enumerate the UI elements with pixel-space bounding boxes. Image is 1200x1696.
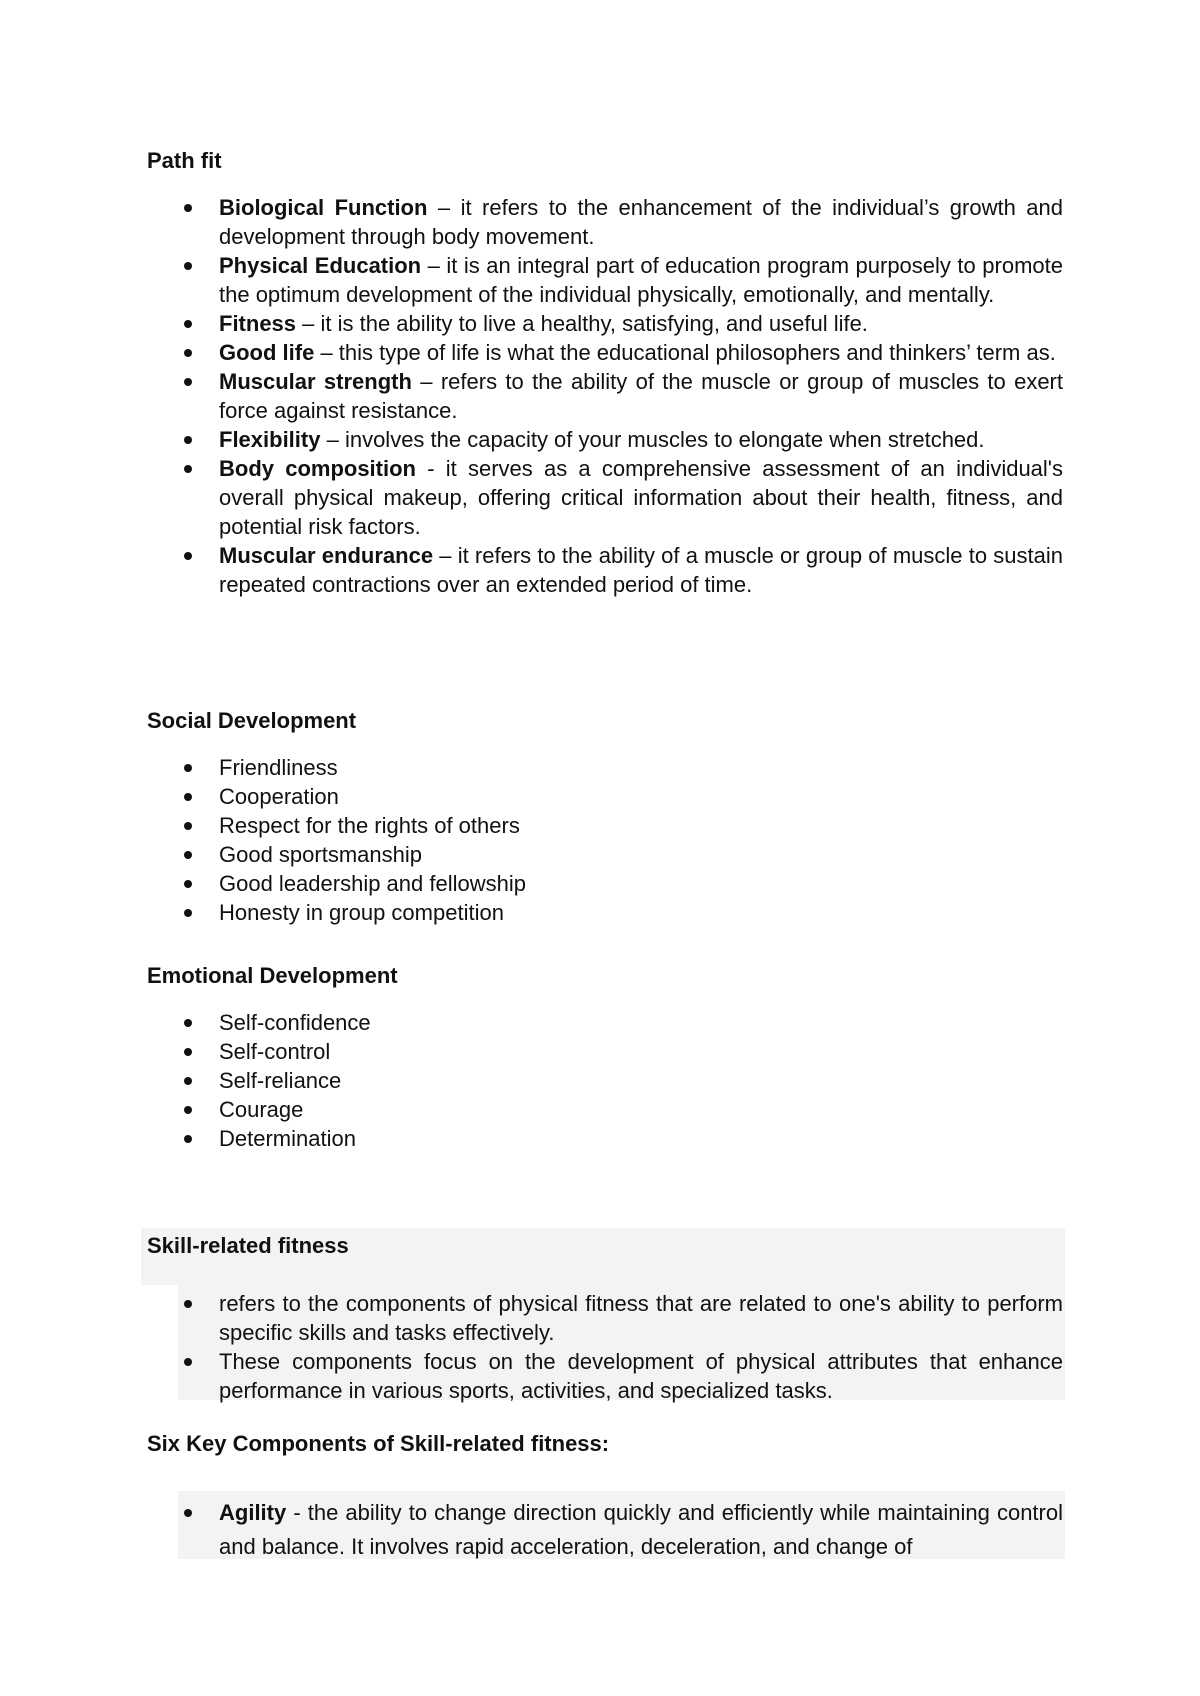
bullet-icon <box>184 1106 192 1114</box>
term: Flexibility <box>219 427 321 452</box>
term: Good life <box>219 340 315 365</box>
definition: - it serves as a comprehensive assessment of an individual's overall physical makeup, offering critical information about their health, fitness, and potential risk factors. <box>219 456 1064 539</box>
bullet-icon <box>184 1358 192 1366</box>
list-item: Self-confidence <box>0 1008 1063 1037</box>
list-item: refers to the components of physical fitness that are related to one's ability to perform specific skills and tasks effectively. <box>0 1289 1063 1347</box>
bullet-icon <box>184 909 192 917</box>
term: Body composition <box>219 456 416 481</box>
list-item: Respect for the rights of others <box>0 811 1063 840</box>
bullet-icon <box>184 320 192 328</box>
list-item: Determination <box>0 1124 1063 1153</box>
list-item <box>0 309 1063 338</box>
bullet-icon <box>184 764 192 772</box>
list-item: Friendliness <box>0 753 1063 782</box>
heading-six-key-components: Six Key Components of Skill-related fitness: <box>147 1431 610 1456</box>
term: Agility <box>219 1500 287 1525</box>
heading-social-development: Social Development <box>147 708 357 733</box>
term: Physical Education <box>219 253 422 278</box>
list-item: Courage <box>0 1095 1063 1124</box>
bullet-icon <box>184 880 192 888</box>
list-item: Self-reliance <box>0 1066 1063 1095</box>
definition: - the ability to change direction quickly and efficiently while maintaining control and balance. It involves rapid acceleration, deceleration, and change of <box>219 1500 1063 1559</box>
definition: – it is the ability to live a healthy, satisfying, and useful life. <box>296 311 868 336</box>
definition: – this type of life is what the educational philosophers and thinkers’ term as. <box>314 340 1056 365</box>
list-item <box>0 425 1063 454</box>
list-item <box>0 1496 1063 1564</box>
term: Muscular endurance <box>219 543 434 568</box>
bullet-icon <box>184 1048 192 1056</box>
bullet-icon <box>184 378 192 386</box>
bullet-icon <box>184 262 192 270</box>
six-key-list <box>0 1496 1063 1564</box>
bullet-icon <box>184 851 192 859</box>
bullet-icon <box>184 1300 192 1308</box>
list-item <box>0 338 1063 367</box>
bullet-icon <box>184 436 192 444</box>
heading-skill-related-fitness: Skill-related fitness <box>147 1233 349 1258</box>
emotional-list <box>0 1008 1063 1153</box>
bullet-icon <box>184 552 192 560</box>
term: Fitness <box>219 311 297 336</box>
definition: – refers to the ability of the muscle or group of muscles to exert force against resistance. <box>219 369 1063 423</box>
list-item: Cooperation <box>0 782 1063 811</box>
list-item <box>0 193 1063 251</box>
heading-path-fit: Path fit <box>147 148 222 173</box>
bullet-icon <box>184 793 192 801</box>
path-fit-list <box>0 193 1063 599</box>
bullet-icon <box>184 349 192 357</box>
skill-related-list <box>0 1289 1063 1405</box>
social-list <box>0 753 1063 927</box>
list-item <box>0 541 1063 599</box>
definition: – it refers to the ability of a muscle or group of muscle to sustain repeated contractions over an extended period of time. <box>219 543 1064 597</box>
definition: – involves the capacity of your muscles to elongate when stretched. <box>320 427 985 452</box>
bullet-icon <box>184 1509 192 1517</box>
bullet-icon <box>184 1077 192 1085</box>
term: Muscular strength <box>219 369 412 394</box>
term: Biological Function <box>219 195 428 220</box>
list-item <box>0 367 1063 425</box>
list-item: These components focus on the development of physical attributes that enhance performance in various sports, activities, and specialized tasks. <box>0 1347 1063 1405</box>
list-item: Honesty in group competition <box>0 898 1063 927</box>
list-item <box>0 454 1063 541</box>
heading-emotional-development: Emotional Development <box>147 963 398 988</box>
definition: – it is an integral part of education program purposely to promote the optimum development of the individual physically, emotionally, and mentally. <box>219 253 1063 307</box>
bullet-icon <box>184 1019 192 1027</box>
bullet-icon <box>184 822 192 830</box>
list-item <box>0 251 1063 309</box>
list-item: Self-control <box>0 1037 1063 1066</box>
list-item: Good sportsmanship <box>0 840 1063 869</box>
bullet-icon <box>184 465 192 473</box>
definition: – it refers to the enhancement of the individual’s growth and development through body movement. <box>219 195 1063 249</box>
list-item: Good leadership and fellowship <box>0 869 1063 898</box>
bullet-icon <box>184 204 192 212</box>
bullet-icon <box>184 1135 192 1143</box>
